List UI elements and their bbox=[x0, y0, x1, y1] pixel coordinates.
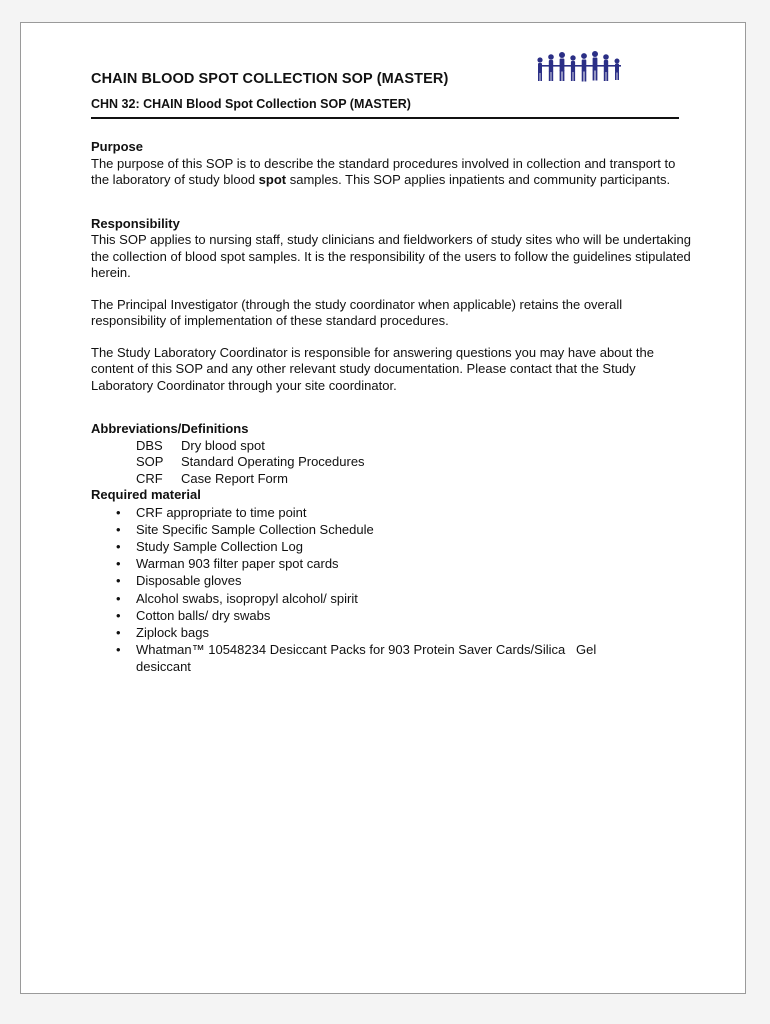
document-subtitle: CHN 32: CHAIN Blood Spot Collection SOP (MASTER) bbox=[91, 97, 679, 119]
abbreviation-row bbox=[91, 471, 691, 488]
abbreviation-code: SOP bbox=[136, 454, 164, 469]
abbreviations-section bbox=[91, 421, 691, 487]
purpose-text: The purpose of this SOP is to describe the standard procedures involved in collection and transport to the laboratory of study blood spot samples. This SOP applies inpatients and community participants. bbox=[91, 155, 676, 187]
list-item: • Whatman™ 10548234 Desiccant Packs for 903 Protein Saver Cards/Silica Gel desiccant bbox=[91, 641, 691, 675]
abbreviation-meaning: Case Report Form bbox=[181, 470, 288, 486]
bullet-icon: • bbox=[116, 624, 121, 640]
required-material-heading: Required material bbox=[91, 487, 201, 502]
list-item: • Disposable gloves bbox=[116, 573, 242, 589]
list-item: • Ziplock bags bbox=[116, 624, 209, 640]
bullet-icon: • bbox=[116, 642, 121, 658]
list-item: • Site Specific Sample Collection Schedule bbox=[116, 521, 374, 537]
purpose-heading: Purpose bbox=[91, 139, 144, 154]
abbreviation-row bbox=[91, 438, 691, 455]
abbreviations-heading: Abbreviations/Definitions bbox=[91, 421, 249, 436]
responsibility-paragraph: This SOP applies to nursing staff, study clinicians and fieldworkers of study sites who will be undertaking the collection of blood spot samples. It is the responsibility of the users to follow the guidelines stipulated herein. bbox=[91, 232, 691, 280]
abbreviation-code: DBS bbox=[136, 437, 163, 453]
bullet-icon: • bbox=[116, 521, 121, 537]
abbreviation-code: CRF bbox=[136, 470, 163, 486]
list-item: • Cotton balls/ dry swabs bbox=[116, 607, 271, 623]
list-item: • CRF appropriate to time point bbox=[116, 504, 307, 520]
required-material-section bbox=[91, 487, 691, 676]
abbreviation-meaning: Standard Operating Procedures bbox=[181, 454, 365, 469]
bullet-icon: • bbox=[116, 504, 121, 520]
purpose-section bbox=[91, 139, 691, 189]
bullet-icon: • bbox=[116, 538, 121, 554]
document-page bbox=[20, 22, 746, 994]
responsibility-paragraph: The Principal Investigator (through the study coordinator when applicable) retains the overall responsibility of implementation of these standard procedures. bbox=[91, 296, 623, 328]
bullet-icon: • bbox=[116, 556, 121, 572]
document-content bbox=[91, 71, 691, 676]
abbreviation-meaning: Dry blood spot bbox=[181, 437, 265, 453]
responsibility-section bbox=[91, 216, 691, 395]
bullet-icon: • bbox=[116, 607, 121, 623]
document-title: CHAIN BLOOD SPOT COLLECTION SOP (MASTER) bbox=[91, 71, 449, 87]
list-item-continuation: desiccant bbox=[136, 659, 191, 675]
bullet-icon: • bbox=[116, 573, 121, 589]
responsibility-heading: Responsibility bbox=[91, 215, 180, 231]
list-item: • Alcohol swabs, isopropyl alcohol/ spirit bbox=[116, 590, 358, 606]
bullet-icon: • bbox=[116, 590, 121, 606]
required-material-list bbox=[91, 504, 691, 676]
list-item: • Study Sample Collection Log bbox=[116, 538, 303, 554]
responsibility-paragraph: The Study Laboratory Coordinator is responsible for answering questions you may have about the content of this SOP and any other relevant study documentation. Please contact that the Study Laboratory Coordinator through your site coordinator. bbox=[91, 344, 654, 393]
list-item: • Warman 903 filter paper spot cards bbox=[116, 556, 339, 572]
abbreviation-row bbox=[91, 454, 691, 471]
